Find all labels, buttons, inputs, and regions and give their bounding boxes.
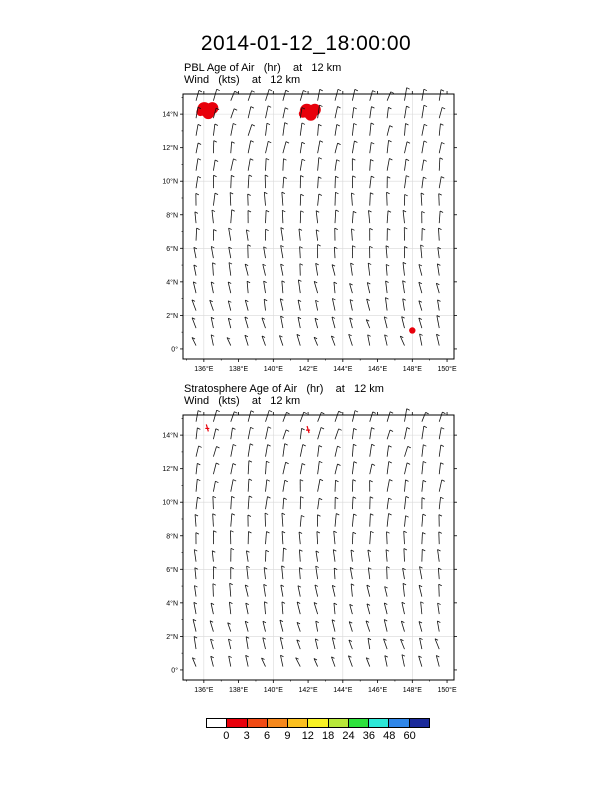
panel1-field-name: PBL Age of Air (184, 62, 255, 74)
colorbar-label: 12 (301, 730, 314, 742)
wind-barb-flag (407, 88, 410, 90)
blob-part (409, 327, 415, 333)
map-background (183, 415, 454, 680)
lon-tick-label: 150°E (437, 366, 457, 373)
panel1-subtitle-wind (184, 74, 300, 86)
pbl-age-map (150, 86, 470, 386)
lon-tick-label: 138°E (229, 366, 249, 373)
colorbar-swatch (329, 719, 349, 727)
wind-barb-flag (390, 412, 393, 414)
panel1-field-level: at 12 km (293, 62, 342, 74)
colorbar-label: 36 (362, 730, 376, 742)
colorbar-label: 18 (322, 730, 335, 742)
colorbar-swatch (410, 719, 429, 727)
wind-barb-flag (338, 89, 341, 91)
wind-barb-flag (286, 90, 289, 92)
panel1-wind-level: at 12 km (251, 74, 301, 86)
wind-barb-flag (286, 412, 289, 414)
colorbar-swatch (268, 719, 288, 727)
lat-tick-label: 6°N (166, 245, 178, 253)
lat-tick-label: 0° (171, 346, 178, 354)
colorbar-swatch (227, 719, 247, 727)
wind-barb-shaft (439, 194, 440, 206)
wind-barb-flag (442, 412, 445, 414)
panel1-wind-name: Wind (184, 74, 210, 86)
lat-tick-label: 0° (171, 667, 178, 675)
blob-part (299, 110, 307, 118)
wind-barb-flag (269, 89, 272, 91)
lat-tick-label: 8°N (166, 533, 178, 541)
wind-barb-shaft (387, 192, 388, 205)
lon-tick-label: 140°E (263, 366, 283, 373)
colorbar-label: 48 (383, 730, 396, 742)
wind-barb-flag (303, 90, 306, 92)
wind-barb-flag (320, 89, 323, 91)
wind-barb-flag (424, 89, 427, 91)
lat-tick-label: 4°N (166, 600, 178, 608)
lon-tick-label: 146°E (367, 366, 388, 373)
panel2-field-level: at 12 km (335, 383, 384, 395)
lon-tick-label: 138°E (229, 687, 249, 694)
colorbar-swatch (248, 719, 268, 727)
lon-tick-label: 142°E (298, 687, 318, 694)
wind-barb-shaft (213, 584, 214, 597)
lat-tick-label: 10°N (162, 499, 178, 507)
colorbar-swatch (389, 719, 409, 727)
wind-barb-flag (355, 89, 358, 91)
wind-barb-flag (235, 91, 238, 93)
panel1-wind-unit: (kts) (218, 74, 240, 86)
panel2-wind-name: Wind (184, 395, 210, 407)
wind-barb-shaft (213, 496, 214, 509)
wind-barb-flag (426, 412, 429, 414)
panel1-subtitle (184, 62, 341, 74)
colorbar-swatch (207, 719, 227, 727)
lon-tick-label: 146°E (367, 687, 388, 694)
wind-barb-flag (269, 410, 272, 412)
wind-barb-flag (217, 89, 220, 91)
panel1-field-unit: (hr) (263, 62, 281, 74)
colorbar-swatch (308, 719, 328, 727)
wind-barb-flag (304, 412, 307, 414)
lon-tick-label: 150°E (437, 687, 457, 694)
colorbar-label: 24 (342, 730, 355, 742)
lon-tick-label: 136°E (194, 366, 214, 373)
wind-barb-flag (252, 91, 255, 93)
lat-tick-label: 12°N (162, 145, 178, 153)
lat-tick-label: 14°N (162, 432, 178, 440)
wind-barb-flag (234, 412, 237, 414)
wind-barb-flag (373, 91, 376, 93)
lon-tick-label: 148°E (402, 687, 422, 694)
colorbar-label: 6 (264, 730, 271, 742)
stratosphere-age-map (150, 407, 470, 707)
lat-tick-label: 12°N (162, 466, 178, 474)
lat-tick-label: 2°N (166, 633, 178, 641)
wind-barb-flag (441, 90, 444, 92)
panel2-field-name: Stratosphere Age of Air (184, 383, 298, 395)
colorbar-label: 0 (223, 730, 230, 742)
colorbar-swatch (369, 719, 389, 727)
colorbar-swatch (288, 719, 308, 727)
lon-tick-label: 144°E (333, 687, 353, 694)
wind-barb-flag (355, 411, 358, 413)
lon-tick-label: 136°E (194, 687, 214, 694)
panel2-field-unit: (hr) (306, 383, 324, 395)
lon-tick-label: 148°E (402, 366, 422, 373)
wind-barb-flag (407, 409, 410, 411)
wind-barb-flag (199, 90, 202, 92)
lat-tick-label: 4°N (166, 279, 178, 287)
wind-barb-flag (251, 411, 254, 413)
wind-barb-flag (373, 412, 376, 414)
wind-barb-flag (198, 411, 201, 413)
lat-tick-label: 2°N (166, 312, 178, 320)
lon-tick-label: 140°E (263, 687, 283, 694)
colorbar-label: 60 (403, 730, 416, 742)
panel2-subtitle (184, 383, 384, 395)
lon-tick-label: 144°E (333, 366, 353, 373)
lat-tick-label: 6°N (166, 566, 178, 574)
lat-tick-label: 10°N (162, 178, 178, 186)
wind-barb-flag (321, 412, 324, 414)
lat-tick-label: 8°N (166, 212, 178, 220)
lat-tick-label: 14°N (162, 111, 178, 119)
colorbar-swatch (349, 719, 369, 727)
lon-tick-label: 142°E (298, 366, 318, 373)
colorbar (206, 718, 430, 728)
wind-barb-shaft (231, 175, 232, 188)
map-background (183, 94, 454, 359)
age-of-air-blob (409, 327, 415, 333)
page-title: 2014-01-12_18:00:00 (200, 32, 412, 55)
colorbar-label: 3 (243, 730, 250, 742)
colorbar-label: 9 (284, 730, 291, 742)
panel2-wind-level: at 12 km (251, 395, 301, 407)
panel2-subtitle-wind (184, 395, 300, 407)
wind-barb-flag (391, 92, 394, 94)
wind-barb-flag (217, 410, 220, 412)
wind-barb-flag (339, 411, 342, 413)
panel2-wind-unit: (kts) (218, 395, 240, 407)
